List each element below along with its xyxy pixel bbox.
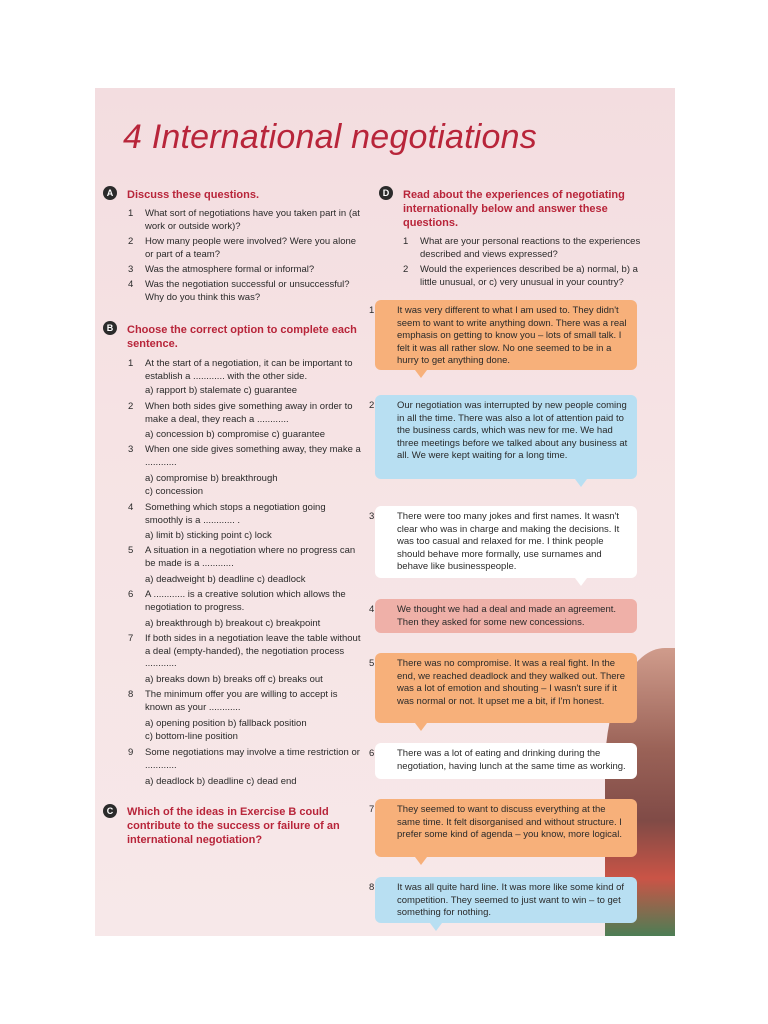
exercise-item: 4 Something which stops a negotiation going smoothly is a ............ .	[128, 502, 326, 526]
answer-options: c) concession	[145, 486, 204, 497]
experience-bubble-5: 5 There was no compromise. It was a real fight. In the end, we reached deadlock and they walked out. There was a lot of emotion and shouting – I wasn't sure if it was normal or not. It upset me a bit, if I'm honest.	[375, 653, 637, 723]
experience-bubble-8: 8 It was all quite hard line. It was more like some kind of competition. They seemed to just want to win – to get something for nothing.	[375, 877, 637, 923]
experience-bubble-1: 1 It was very different to what I am used to. They didn't seem to want to write anything down. There was a real emphasis on getting to know you – lots of small talk. I felt it was all rather slow. No one seemed to be in a hurry to get anything done.	[375, 300, 637, 370]
answer-options: a) deadweight b) deadline c) deadlock	[145, 574, 306, 585]
page-title: 4 International negotiations	[123, 118, 537, 156]
exercise-item: 3 When one side gives something away, they make a ............	[128, 444, 361, 468]
list-item: 4 Was the negotiation successful or unsuccessful? Why do you think this was?	[128, 279, 350, 303]
answer-options: a) compromise b) breakthrough	[145, 473, 278, 484]
section-b-badge: B	[103, 321, 117, 335]
list-item: 2 How many people were involved? Were you alone or part of a team?	[128, 236, 357, 260]
list-item: 1 What sort of negotiations have you taken part in (at work or outside work)?	[128, 208, 360, 232]
textbook-page	[95, 88, 675, 936]
list-item: 2 Would the experiences described be a) normal, b) a little unusual, or c) very unusual in your country?	[403, 264, 638, 288]
answer-options: a) rapport b) stalemate c) guarantee	[145, 385, 298, 396]
list-item: 1 What are your personal reactions to the experiences described and views expressed?	[403, 236, 641, 260]
answer-options: a) breakthrough b) breakout c) breakpoint	[145, 618, 321, 629]
answer-options: a) limit b) sticking point c) lock	[145, 530, 272, 541]
section-d-badge: D	[379, 186, 393, 200]
section-d-heading: Read about the experiences of negotiating internationally below and answer these questions.	[403, 189, 625, 229]
experience-bubble-3: 3 There were too many jokes and first names. It wasn't clear who was in charge and making the decisions. It was too casual and relaxed for me. I think people should behave more formally, use surnames and behave like businesspeople.	[375, 506, 637, 578]
exercise-item: 8 The minimum offer you are willing to accept is known as your ............	[128, 689, 338, 713]
answer-options: a) opening position b) fallback position	[145, 718, 307, 729]
section-c-heading: Which of the ideas in Exercise B could contribute to the success or failure of an international negotiation?	[127, 806, 340, 846]
answer-options: a) concession b) compromise c) guarantee	[145, 429, 326, 440]
section-a-heading: Discuss these questions.	[127, 189, 260, 201]
section-c-badge: C	[103, 804, 117, 818]
experience-bubble-7: 7 They seemed to want to discuss everything at the same time. It felt disorganised and without structure. I prefer some kind of agenda – you know, more logical.	[375, 799, 637, 857]
exercise-item: 7 If both sides in a negotiation leave the table without a deal (empty-handed), the negotiation process ............	[128, 633, 361, 669]
answer-options: a) deadlock b) deadline c) dead end	[145, 776, 297, 787]
answer-options: c) bottom-line position	[145, 731, 238, 742]
experience-bubble-4: 4 We thought we had a deal and made an agreement. Then they asked for some new concessions.	[375, 599, 637, 633]
answer-options: a) breaks down b) breaks off c) breaks out	[145, 674, 323, 685]
experience-bubble-6: 6 There was a lot of eating and drinking during the negotiation, having lunch at the same time as working.	[375, 743, 637, 779]
exercise-item: 6 A ............ is a creative solution which allows the negotiation to progress.	[128, 589, 346, 613]
exercise-item: 2 When both sides give something away in order to make a deal, they reach a ............	[128, 401, 353, 425]
experience-bubble-2: 2 Our negotiation was interrupted by new people coming in all the time. There was also a lot of attention paid to the business cards, which was new for me. We had three meetings before we talked about any business at all. We were kept waiting for a long time.	[375, 395, 637, 479]
list-item: 3 Was the atmosphere formal or informal?	[128, 264, 315, 275]
exercise-item: 5 A situation in a negotiation where no progress can be made is a ............	[128, 545, 356, 569]
section-a-badge: A	[103, 186, 117, 200]
exercise-item: 1 At the start of a negotiation, it can be important to establish a ............ with the other side.	[128, 358, 353, 382]
section-b-heading: Choose the correct option to complete each sentence.	[127, 324, 357, 350]
exercise-item: 9 Some negotiations may involve a time restriction or ............	[128, 747, 360, 771]
